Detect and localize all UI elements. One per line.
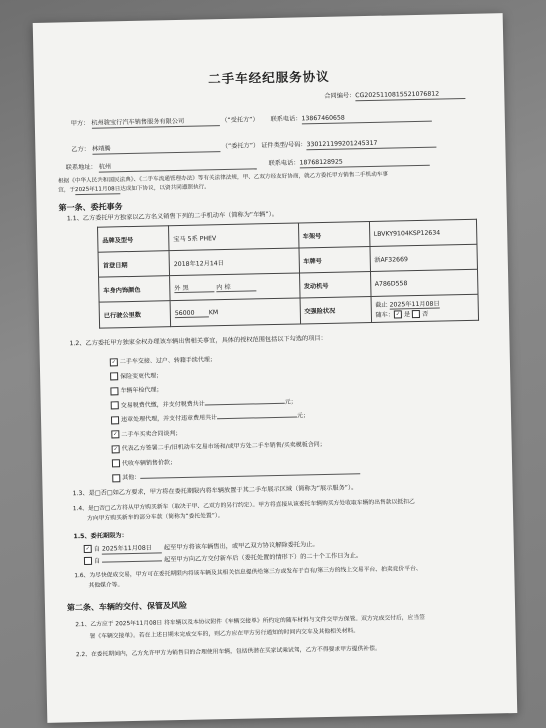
option-tail: 元； bbox=[296, 412, 310, 420]
option-checkbox[interactable] bbox=[112, 459, 120, 467]
color-value: 外 黑 内 棕 bbox=[170, 273, 300, 301]
option-checkbox[interactable]: ✓ bbox=[111, 358, 116, 365]
option-checkbox[interactable] bbox=[110, 372, 118, 380]
engine-value: A786D558 bbox=[370, 269, 478, 296]
option-label: 违章处理代理，并支付违章费用共计 bbox=[120, 414, 218, 424]
option-label: 二手车买卖合同谈判； bbox=[121, 429, 182, 438]
clause-1-3: 1.3、是□否□如乙方要求，甲方将在委托期限内将车辆放置于其二手车展示区域（简称为“展示服务”）。 bbox=[72, 484, 358, 498]
contract-paper bbox=[33, 13, 518, 723]
option-checkbox[interactable] bbox=[111, 416, 119, 424]
option-checkbox[interactable]: ✓ bbox=[113, 445, 118, 452]
option-tail: 元； bbox=[284, 398, 297, 406]
authorization-option bbox=[111, 396, 297, 409]
option-label: 代表乙方签署二手/旧机动车交易市场和/或甲方处二手车销售/买卖模板合同； bbox=[121, 440, 326, 453]
option-checkbox[interactable] bbox=[112, 474, 120, 482]
authorization-option bbox=[111, 410, 309, 424]
intro-text: 根据《中华人民共和国民法典》、《二手车流通管理办法》等有关法律法规，甲、乙双方经友好协商，就乙方委托甲方销售二手机动车事 bbox=[57, 171, 389, 185]
term-option-b: 自 起至甲方向乙方交付新车后（委托处置的情形下）的二十个工作日为止。 bbox=[84, 551, 362, 566]
plate-value: 浙AF32669 bbox=[369, 244, 477, 271]
option-checkbox[interactable]: ✓ bbox=[113, 431, 118, 438]
amount-blank bbox=[205, 402, 285, 405]
section-1-heading: 第一条、委托事务 bbox=[58, 202, 123, 213]
option-label: 交易税费代缴，并支付税费共计 bbox=[120, 399, 205, 409]
option-checkbox[interactable] bbox=[111, 401, 119, 409]
clause-1-4: 1.4、是□否□乙方将从甲方购买新车（取决于甲、乙双方的另行约定）。甲方将直接从该委托车辆购买方处收取车辆的出售款以抵扣乙 bbox=[72, 499, 415, 513]
engine-label: 发动机号 bbox=[299, 271, 371, 297]
clause-1-1: 1.1、乙方委托甲方独家以乙方名义销售下列的二手机动车（简称为“车辆”）。 bbox=[66, 210, 279, 223]
vin-label: 车架号 bbox=[298, 222, 370, 248]
document-title: 二手车经纪服务协议 bbox=[208, 68, 330, 87]
vin-value: LBVKY9104KSP12634 bbox=[369, 219, 477, 246]
other-blank bbox=[140, 473, 360, 479]
term-option-a: ✓ 自 2025年11月08日 起至甲方将该车辆售出，或甲乙双方协议解除委托为止。 bbox=[85, 541, 319, 553]
clause-1-6-cont: 其他媒介等。 bbox=[88, 582, 124, 589]
authorization-option bbox=[110, 354, 216, 366]
option-label: 代收车辆销售价款； bbox=[121, 458, 177, 467]
term-a-checkbox[interactable]: ✓ bbox=[85, 545, 90, 553]
option-label: 其他： bbox=[122, 473, 141, 482]
intro-text-2: 宜，于2025年11月08日达成如下协议，以资共同遵照执行。 bbox=[58, 184, 210, 194]
brand-value: 宝马 5系 PHEV bbox=[168, 223, 298, 251]
clause-1-2: 1.2、乙方委托甲方独家全权办理该车辆出售相关事宜，具体的授权范围包括以下勾选的项目： bbox=[69, 334, 327, 348]
term-b-checkbox[interactable] bbox=[84, 557, 92, 565]
clause-1-6: 1.6、为尽快促成交易，甲方可在委托期限内将该车辆及其相关信息提供给第三方或发布于自有/第三方的线上交易平台、拍卖竞价平台、 bbox=[74, 565, 422, 580]
authorization-option bbox=[112, 439, 326, 453]
vehicle-table bbox=[97, 219, 479, 329]
option-label: 二手车交接、过户、转籍手续代理； bbox=[119, 356, 216, 366]
insurance-no-checkbox[interactable] bbox=[412, 310, 420, 318]
party-b-line: 乙方： 林靖腾 （“委托方”） 证件类型/号码：330121199201245317 bbox=[71, 139, 436, 155]
color-label: 车身内饰颜色 bbox=[99, 276, 171, 302]
option-label: 车辆年检代理； bbox=[120, 386, 163, 395]
reg-date-value: 2018年12月14日 bbox=[169, 248, 299, 276]
insurance-label: 交强险状况 bbox=[300, 296, 372, 323]
reg-date-label: 首登日期 bbox=[98, 251, 170, 277]
clause-2-1-cont: 署《车辆交接单》。若在上述日期未完成交车的，则乙方应在甲方另行通知的时间内交车及其他相关材料。 bbox=[89, 628, 360, 640]
clause-1-4-cont: 方向甲方购买新车的部分车款（简称为“委托处置”）。 bbox=[87, 513, 224, 522]
contract-number: 合同编号：CG20251108155210768​12 bbox=[324, 90, 465, 102]
authorization-option bbox=[112, 467, 360, 482]
clause-1-5: 1.5、委托期限为： bbox=[73, 532, 128, 541]
authorization-option bbox=[110, 384, 162, 395]
section-2-heading: 第二条、车辆的交付、保管及风险 bbox=[66, 600, 188, 613]
option-label: 保险变更代理； bbox=[120, 371, 163, 380]
plate-label: 车牌号 bbox=[298, 246, 370, 272]
authorization-option bbox=[111, 427, 181, 438]
amount-blank bbox=[217, 417, 297, 420]
brand-label: 品牌及型号 bbox=[98, 226, 170, 252]
party-a-line: 甲方： 杭州骏宝行汽车销售服务有限公司 （“受托方”） 联系电话：13867460658 bbox=[71, 113, 432, 129]
mileage-label: 已行驶公里数 bbox=[99, 301, 171, 328]
clause-2-1: 2.1、乙方应于 2025年11月08日 将车辆以及本协议附件《车辆交接单》所约定的随车材料与文件交甲方保管。双方完成交付后，应当签 bbox=[75, 614, 425, 629]
authorization-option bbox=[110, 370, 162, 381]
address-line: 联系地址： 杭州 联系电话：18768128925 bbox=[66, 157, 430, 173]
insurance-value: 截止 2025年11月08日 随车： ✓ 是 否 bbox=[371, 294, 479, 322]
option-checkbox[interactable] bbox=[110, 387, 118, 395]
mileage-value: 56000 KM bbox=[170, 298, 300, 327]
insurance-yes-checkbox[interactable]: ✓ bbox=[395, 311, 401, 318]
clause-2-2: 2.2、在委托期间内，乙方允许甲方为销售目的合理使用车辆，包括供潜在买家试乘试驾，乙方不得要求甲方提供补偿。 bbox=[75, 645, 381, 659]
authorization-option bbox=[112, 457, 176, 468]
